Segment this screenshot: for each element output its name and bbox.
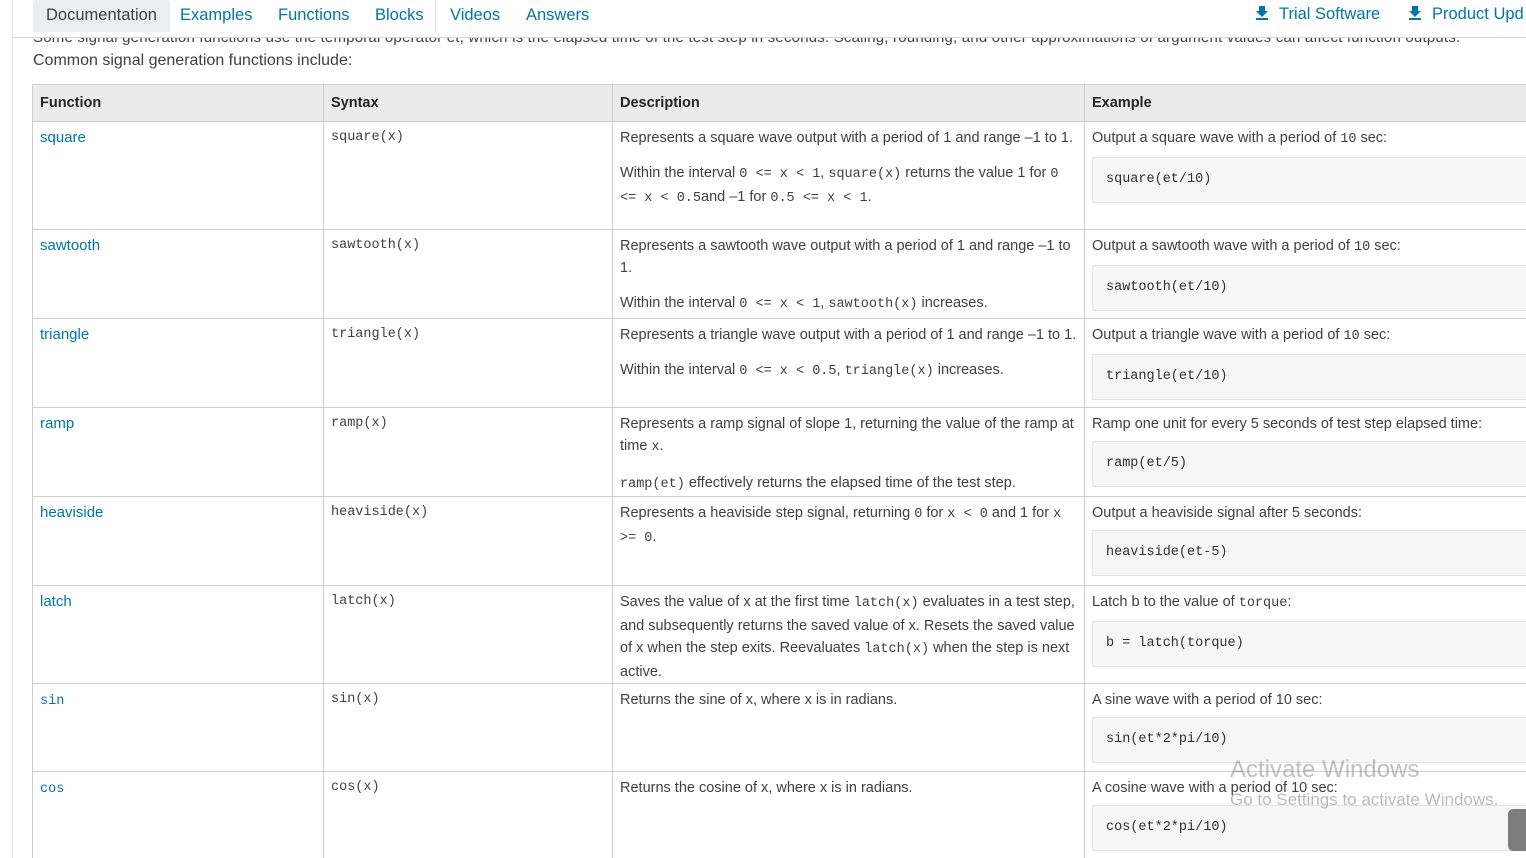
tab-documentation[interactable]: Documentation — [33, 0, 170, 32]
tab-videos[interactable]: Videos — [450, 6, 501, 24]
example-cell — [1085, 230, 1526, 319]
syntax-cell: sin(x) — [324, 684, 613, 772]
example-cell — [1085, 497, 1526, 586]
syntax-cell: ramp(x) — [324, 408, 613, 497]
example-caption: Output a heaviside signal after 5 seconds: — [1092, 505, 1363, 521]
function-cell — [33, 497, 324, 586]
example-caption: Output a sawtooth wave with a period of 10 sec: — [1092, 238, 1401, 255]
example-cell — [1085, 408, 1526, 497]
syntax-cell: sawtooth(x) — [324, 230, 613, 319]
header-function: Function — [33, 85, 324, 122]
example-cell — [1085, 122, 1526, 230]
scroll-handle[interactable] — [1508, 809, 1526, 851]
description-text: Represents a triangle wave output with a period of 1 and range –1 to 1. — [620, 327, 1077, 343]
description-text: Represents a square wave output with a period of 1 and range –1 to 1. — [620, 130, 1074, 146]
signal-functions-table — [32, 84, 1526, 858]
function-cell — [33, 772, 324, 858]
function-link-sin[interactable]: sin — [40, 694, 65, 709]
header-syntax: Syntax — [324, 85, 613, 122]
download-icon — [1408, 5, 1422, 21]
description-cell — [613, 408, 1085, 497]
description-text: Saves the value of x at the first time latch(x) evaluates in a test step, and subsequently returns the saved value of x. Resets the saved value of x when the step exits. Reevaluates latch(x) when the step is next active. — [620, 594, 1075, 680]
tab-answers[interactable]: Answers — [526, 6, 590, 24]
example-cell — [1085, 772, 1526, 858]
function-link-sawtooth[interactable]: sawtooth — [40, 237, 101, 254]
description-text: Represents a ramp signal of slope 1, returning the value of the ramp at time x. — [620, 416, 1074, 455]
function-cell — [33, 586, 324, 684]
example-code: square(et/10) — [1092, 157, 1526, 203]
activate-windows-subtitle: Go to Settings to activate Windows. — [1230, 790, 1499, 809]
table-row — [33, 122, 1526, 230]
description-detail: Within the interval 0 <= x < 1, square(x) returns the value 1 for 0 <= x < 0.5and –1 for 0.5 <= x < 1. — [620, 165, 1059, 206]
syntax-cell: triangle(x) — [324, 319, 613, 408]
description-detail: Within the interval 0 <= x < 0.5, triangle(x) increases. — [620, 362, 1004, 379]
table-row — [33, 586, 1526, 684]
tab-divider — [435, 0, 436, 32]
function-link-square[interactable]: square — [40, 129, 86, 146]
example-code: ramp(et/5) — [1092, 441, 1526, 487]
trial-software-link[interactable] — [1255, 0, 1380, 30]
description-detail: Within the interval 0 <= x < 1, sawtooth(x) increases. — [620, 295, 988, 312]
example-cell — [1085, 586, 1526, 684]
header-description: Description — [613, 85, 1085, 122]
tab-examples[interactable]: Examples — [180, 6, 253, 24]
function-link-heaviside[interactable]: heaviside — [40, 504, 104, 521]
example-caption: Output a triangle wave with a period of 10 sec: — [1092, 327, 1391, 344]
intro-text: Common signal generation functions include: — [33, 52, 353, 69]
example-code: sin(et*2*pi/10) — [1092, 717, 1526, 763]
function-link-ramp[interactable]: ramp — [40, 415, 75, 432]
left-rail — [0, 0, 13, 858]
example-code: triangle(et/10) — [1092, 354, 1526, 400]
example-cell — [1085, 319, 1526, 408]
function-cell — [33, 122, 324, 230]
syntax-cell: cos(x) — [324, 772, 613, 858]
function-cell — [33, 230, 324, 319]
table-header-row — [33, 85, 1526, 122]
example-caption: A cosine wave with a period of 10 sec: — [1092, 780, 1338, 796]
example-code: b = latch(torque) — [1092, 621, 1526, 667]
description-text: Returns the cosine of x, where x is in radians. — [620, 780, 913, 796]
syntax-cell: heaviside(x) — [324, 497, 613, 586]
example-caption: Output a square wave with a period of 10 sec: — [1092, 130, 1388, 147]
description-cell — [613, 122, 1085, 230]
description-cell — [613, 497, 1085, 586]
table-row — [33, 408, 1526, 497]
example-caption: A sine wave with a period of 10 sec: — [1092, 692, 1323, 708]
function-cell — [33, 684, 324, 772]
activate-windows-title: Activate Windows — [1230, 756, 1420, 783]
tab-functions[interactable]: Functions — [278, 6, 350, 24]
description-cell — [613, 586, 1085, 684]
function-link-cos[interactable]: cos — [40, 782, 65, 797]
description-text: Represents a heaviside step signal, returning 0 for x < 0 and 1 for x >= 0. — [620, 505, 1062, 546]
table-row — [33, 230, 1526, 319]
table-row — [33, 497, 1526, 586]
description-text: Returns the sine of x, where x is in radians. — [620, 692, 898, 708]
description-cell — [613, 684, 1085, 772]
function-cell — [33, 408, 324, 497]
product-updates-label: Product Upd — [1432, 5, 1524, 23]
syntax-cell: latch(x) — [324, 586, 613, 684]
description-detail: ramp(et) effectively returns the elapsed time of the test step. — [620, 475, 1016, 492]
function-link-triangle[interactable]: triangle — [40, 326, 90, 343]
example-code: heaviside(et-5) — [1092, 530, 1526, 576]
product-updates-link[interactable] — [1408, 0, 1524, 30]
example-caption: Ramp one unit for every 5 seconds of test step elapsed time: — [1092, 416, 1483, 432]
table-row — [33, 772, 1526, 858]
description-cell — [613, 230, 1085, 319]
example-code: cos(et*2*pi/10) — [1092, 805, 1526, 851]
trial-software-label: Trial Software — [1279, 5, 1381, 23]
example-caption: Latch b to the value of torque: — [1092, 594, 1292, 611]
download-icon — [1255, 5, 1269, 21]
function-cell — [33, 319, 324, 408]
top-navigation-bar — [13, 0, 1526, 38]
header-example: Example — [1085, 85, 1526, 122]
syntax-cell: square(x) — [324, 122, 613, 230]
description-cell — [613, 772, 1085, 858]
table-row — [33, 319, 1526, 408]
function-link-latch[interactable]: latch — [40, 593, 72, 610]
tab-blocks[interactable]: Blocks — [375, 6, 424, 24]
description-cell — [613, 319, 1085, 408]
description-text: Represents a sawtooth wave output with a period of 1 and range –1 to 1. — [620, 238, 1071, 276]
example-code: sawtooth(et/10) — [1092, 265, 1526, 311]
